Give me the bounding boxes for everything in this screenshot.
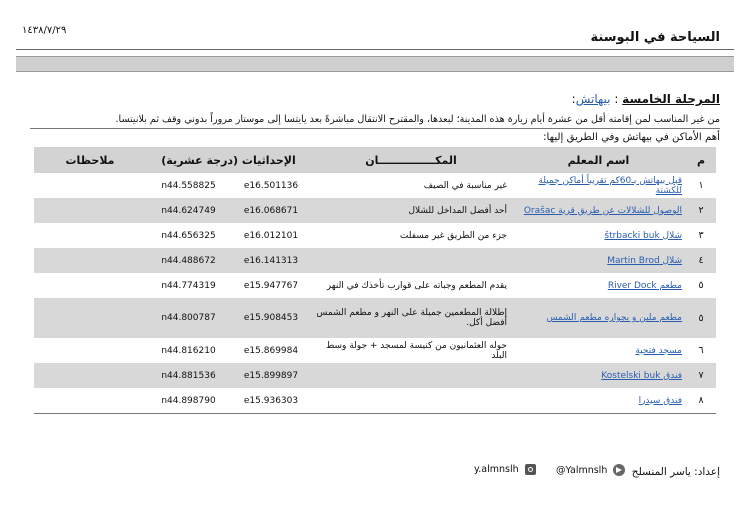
stage-heading xyxy=(572,92,720,106)
location-description: يقدم المطعم وجباته على قوارب تأخذك في النهر xyxy=(326,280,507,291)
landmark-name-link-cell xyxy=(511,298,686,338)
row-number: ٨ xyxy=(698,395,704,406)
landmark-name-link-cell xyxy=(511,273,686,298)
header-band xyxy=(16,56,734,72)
location-description-cell xyxy=(311,298,511,338)
stage-label: المرحلة الخامسة xyxy=(622,92,720,106)
places-heading: أهم الأماكن في بيهاتش وفي الطريق إليها: xyxy=(543,132,720,143)
notes-cell-cell xyxy=(34,198,146,223)
latitude-value-cell xyxy=(146,223,231,248)
row-number: ٣ xyxy=(698,230,704,241)
longitude-value-cell xyxy=(231,298,311,338)
landmark-name-link[interactable]: شلال štrbacki buk xyxy=(604,230,682,241)
row-number-cell xyxy=(686,388,716,414)
landmark-name-link[interactable]: قبل بيهاتش بـ60كم تقريباً أماكن جميلة للكشتة xyxy=(538,175,682,196)
col-header-num: م xyxy=(686,147,716,173)
longitude-value-cell xyxy=(231,273,311,298)
landmark-name-link-cell xyxy=(511,338,686,363)
table-row xyxy=(34,173,716,198)
notes-cell-cell xyxy=(34,223,146,248)
longitude-value: e16.501136 xyxy=(243,180,299,191)
row-number: ٥ xyxy=(698,312,704,324)
longitude-value-cell xyxy=(231,338,311,363)
location-description: حوله العثمانيون من كنيسة لمسجد + جولة وسط البلد xyxy=(325,340,507,361)
stage-suffix: : xyxy=(571,92,576,106)
row-number: ٥ xyxy=(698,280,704,291)
longitude-value-cell xyxy=(231,223,311,248)
landmark-name-link[interactable]: فندق Kostelski buk xyxy=(601,370,682,381)
col-header-notes: ملاحظات xyxy=(34,147,146,173)
latitude-value-cell xyxy=(146,388,231,414)
latitude-value-cell xyxy=(146,338,231,363)
latitude-value: n44.624749 xyxy=(161,205,216,216)
instagram-handle[interactable] xyxy=(474,464,536,475)
notes-cell-cell xyxy=(34,363,146,388)
places-table xyxy=(34,147,716,414)
longitude-value-cell xyxy=(231,388,311,414)
row-number-cell xyxy=(686,298,716,338)
latitude-value-cell xyxy=(146,273,231,298)
table-row xyxy=(34,363,716,388)
table-row xyxy=(34,388,716,414)
row-number: ٤ xyxy=(698,255,704,266)
landmark-name-link[interactable]: مطعم ملين و بجواره مطعم الشمس xyxy=(546,313,682,323)
table-row xyxy=(34,273,716,298)
landmark-name-link[interactable]: الوصول للشلالات عن طريق قرية Orašac xyxy=(523,205,682,216)
longitude-value: e15.936303 xyxy=(243,395,299,406)
landmark-name-link-cell xyxy=(511,363,686,388)
latitude-value: n44.656325 xyxy=(161,230,216,241)
landmark-name-link[interactable]: شلال Martin Brod xyxy=(607,255,682,266)
landmark-name-link-cell xyxy=(511,173,686,198)
instagram-handle-text: y.almnslh xyxy=(474,464,519,475)
location-description: أحد أفضل المداخل للشلال xyxy=(408,205,507,216)
col-header-place: المكـــــــــــــــان xyxy=(311,147,511,173)
table-header-row xyxy=(34,147,716,173)
row-number-cell xyxy=(686,173,716,198)
row-number-cell xyxy=(686,198,716,223)
landmark-name-link[interactable]: مسجد فتحية xyxy=(635,345,682,356)
latitude-value-cell xyxy=(146,248,231,273)
latitude-value: n44.816210 xyxy=(161,345,216,356)
author-credit: إعداد: ياسر المنسلح xyxy=(631,466,720,478)
table-row xyxy=(34,298,716,338)
table-row xyxy=(34,248,716,273)
stage-place-link[interactable]: بيهاتش xyxy=(575,92,611,106)
longitude-value: e16.068671 xyxy=(243,205,299,216)
col-header-name: اسم المعلم xyxy=(511,147,686,173)
longitude-value-cell xyxy=(231,363,311,388)
landmark-name-link[interactable]: فندق سيدرا xyxy=(638,395,682,406)
longitude-value: e15.869984 xyxy=(243,345,299,356)
row-number-cell xyxy=(686,223,716,248)
row-number: ٢ xyxy=(698,205,704,216)
landmark-name-link-cell xyxy=(511,248,686,273)
stage-separator: : xyxy=(610,92,623,106)
notes-cell-cell xyxy=(34,298,146,338)
row-number-cell xyxy=(686,248,716,273)
notes-cell-cell xyxy=(34,338,146,363)
location-description-cell xyxy=(311,173,511,198)
col-header-coords: الإحداثيات (درجة عشرية) xyxy=(146,147,311,173)
latitude-value-cell xyxy=(146,173,231,198)
latitude-value: n44.558825 xyxy=(161,180,216,191)
telegram-plane-icon xyxy=(613,464,625,476)
notes-cell-cell xyxy=(34,388,146,414)
twitter-handle-text: @Yalmnslh xyxy=(556,464,608,476)
longitude-value: e15.947767 xyxy=(243,280,299,291)
longitude-value-cell xyxy=(231,248,311,273)
latitude-value-cell xyxy=(146,198,231,223)
longitude-value-cell xyxy=(231,173,311,198)
location-description-cell xyxy=(311,388,511,414)
table-row xyxy=(34,198,716,223)
latitude-value: n44.488672 xyxy=(161,255,216,266)
longitude-value: e16.141313 xyxy=(243,255,299,266)
row-number: ٦ xyxy=(698,345,704,356)
twitter-handle[interactable] xyxy=(556,464,625,476)
intro-divider xyxy=(30,128,720,129)
longitude-value-cell xyxy=(231,198,311,223)
latitude-value: n44.898790 xyxy=(161,395,216,406)
row-number: ١ xyxy=(698,180,704,191)
location-description-cell xyxy=(311,248,511,273)
document-title: السياحة في البوسنة xyxy=(590,30,720,45)
latitude-value: n44.774319 xyxy=(161,280,216,291)
notes-cell-cell xyxy=(34,173,146,198)
location-description-cell xyxy=(311,338,511,363)
longitude-value: e16.012101 xyxy=(243,230,299,241)
location-description: جزء من الطريق غير مسفلت xyxy=(399,230,507,241)
latitude-value: n44.881536 xyxy=(161,370,216,381)
notes-cell-cell xyxy=(34,248,146,273)
location-description: غير مناسبة في الصيف xyxy=(423,180,507,191)
location-description-cell xyxy=(311,363,511,388)
landmark-name-link-cell xyxy=(511,198,686,223)
hijri-date: ١٤٣٨/٧/٢٩ xyxy=(22,25,67,36)
notes-cell-cell xyxy=(34,273,146,298)
landmark-name-link-cell xyxy=(511,223,686,248)
location-description-cell xyxy=(311,198,511,223)
instagram-icon xyxy=(525,464,536,475)
landmark-name-link-cell xyxy=(511,388,686,414)
row-number-cell xyxy=(686,363,716,388)
latitude-value: n44.800787 xyxy=(161,313,216,323)
row-number: ٧ xyxy=(698,370,704,381)
intro-paragraph: من غير المناسب لمن إقامته أقل من عشرة أيام زيارة هذه المدينة؛ لبعدها، والمقترح الانتقال مباشرةً بعد يايتسا إلى موستار مروراً بدوني وقف ثم بلانيتسا. xyxy=(115,114,720,125)
table-row xyxy=(34,338,716,363)
latitude-value-cell xyxy=(146,298,231,338)
latitude-value-cell xyxy=(146,363,231,388)
location-description-cell xyxy=(311,273,511,298)
landmark-name-link[interactable]: مطعم River Dock xyxy=(607,280,682,291)
location-description: إطلالة المطعمين جميلة على النهر و مطعم الشمس أفضل أكل. xyxy=(316,308,507,328)
longitude-value: e15.899897 xyxy=(243,370,299,381)
location-description-cell xyxy=(311,223,511,248)
table-row xyxy=(34,223,716,248)
row-number-cell xyxy=(686,273,716,298)
longitude-value: e15.908453 xyxy=(243,313,299,323)
row-number-cell xyxy=(686,338,716,363)
header-divider xyxy=(16,49,734,50)
